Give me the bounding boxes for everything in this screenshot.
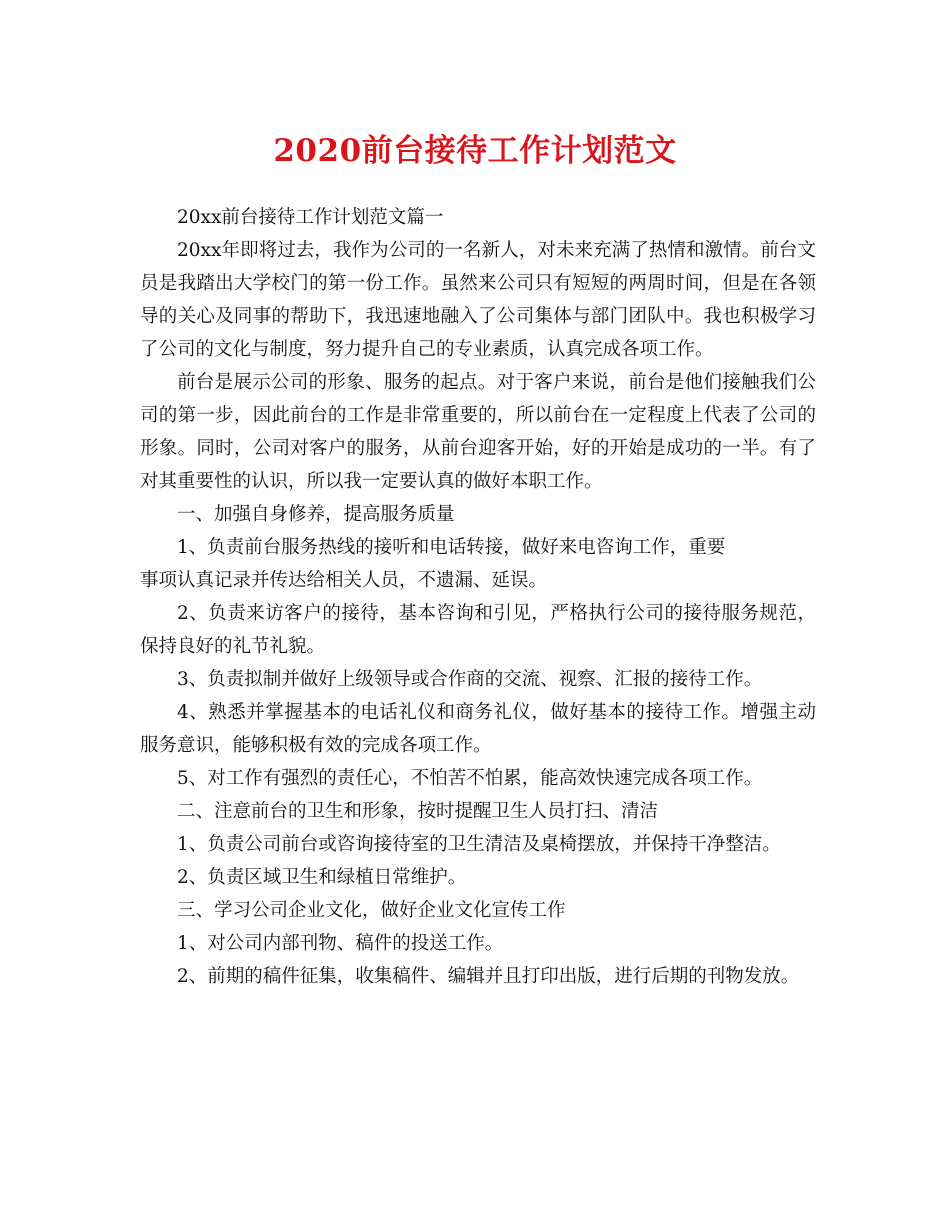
paragraph: 前台是展示公司的形象、服务的起点。对于客户来说，前台是他们接触我们公司的第一步，因此前台的工作是非常重要的，所以前台在一定程度上代表了公司的形象。同时，公司对客户的服务，从前台迎客开始，好的开始是成功的一半。有了对其重要性的认识，所以我一定要认真的做好本职工作。 <box>140 372 816 492</box>
document-body <box>140 201 816 993</box>
list-item: 2、负责来访客户的接待，基本咨询和引见，严格执行公司的接待服务规范，保持良好的礼节礼貌。 <box>140 603 816 657</box>
section-heading: 一、加强自身修养，提高服务质量 <box>177 504 455 525</box>
section-heading: 二、注意前台的卫生和形象，按时提醒卫生人员打扫、清洁 <box>177 801 659 822</box>
list-item: 4、熟悉并掌握基本的电话礼仪和商务礼仪，做好基本的接待工作。增强主动服务意识，能够积极有效的完成各项工作。 <box>140 702 816 756</box>
list-item: 1、对公司内部刊物、稿件的投送工作。 <box>177 933 504 954</box>
document-title: 2020前台接待工作计划范文 <box>273 133 677 169</box>
paragraph: 20xx年即将过去，我作为公司的一名新人，对未来充满了热情和激情。前台文员是我踏出大学校门的第一份工作。虽然来公司只有短短的两周时间，但是在各领导的关心及同事的帮助下，我迅速地融入了公司集体与部门团队中。我也积极学习了公司的文化与制度，努力提升自己的专业素质，认真完成各项工作。 <box>140 240 816 360</box>
section-heading: 20xx前台接待工作计划范文篇一 <box>177 207 444 228</box>
list-item-continuation: 事项认真记录并传达给相关人员，不遗漏、延误。 <box>140 570 548 591</box>
list-item: 1、负责公司前台或咨询接待室的卫生清洁及桌椅摆放，并保持干净整洁。 <box>177 834 781 855</box>
list-item: 2、负责区域卫生和绿植日常维护。 <box>177 867 467 888</box>
list-item: 5、对工作有强烈的责任心，不怕苦不怕累，能高效快速完成各项工作。 <box>177 768 763 789</box>
list-item: 2、前期的稿件征集，收集稿件、编辑并且打印出版，进行后期的刊物发放。 <box>177 966 800 987</box>
list-item: 3、负责拟制并做好上级领导或合作商的交流、视察、汇报的接待工作。 <box>177 669 763 690</box>
list-item: 1、负责前台服务热线的接听和电话转接，做好来电咨询工作，重要 <box>177 537 726 558</box>
section-heading: 三、学习公司企业文化，做好企业文化宣传工作 <box>177 900 566 921</box>
